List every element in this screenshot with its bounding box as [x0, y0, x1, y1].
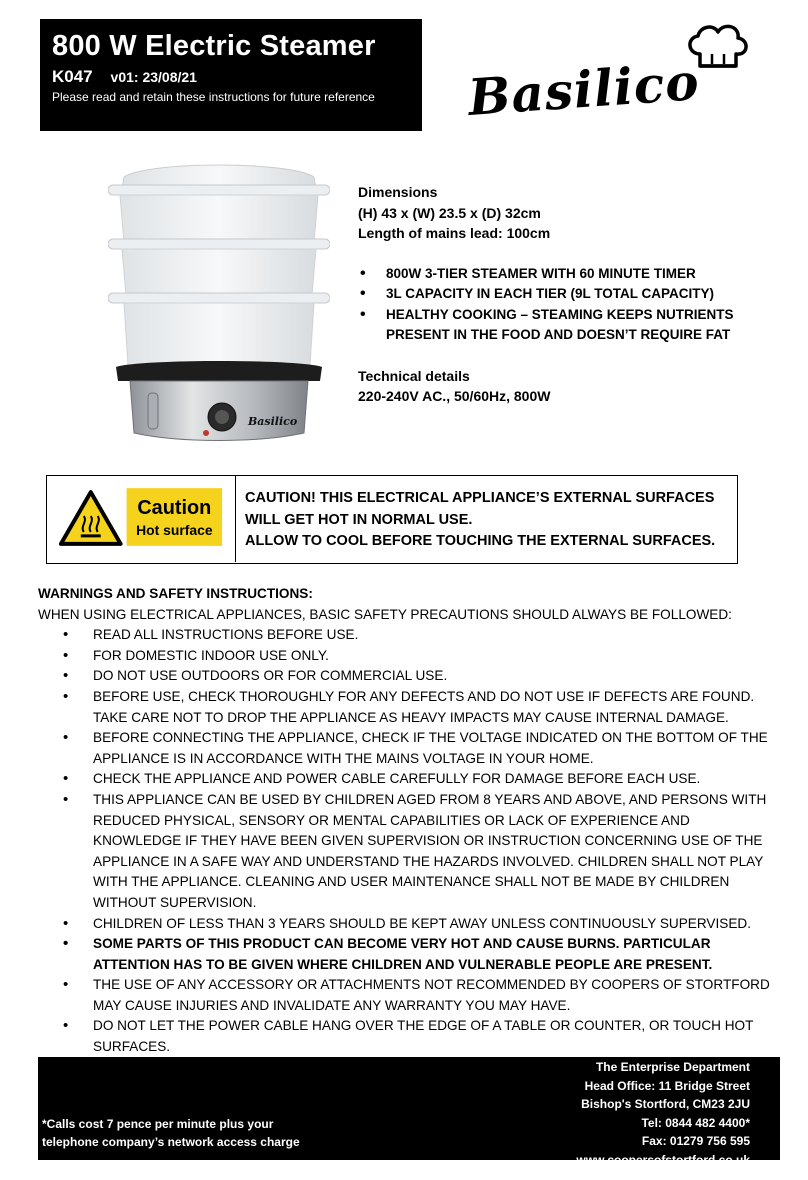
- fax: Fax: 01279 756 595: [641, 1134, 750, 1148]
- technical-value: 220-240V AC., 50/60Hz, 800W: [358, 388, 551, 404]
- technical-label: Technical details: [358, 367, 470, 384]
- hot-surface-warning-icon: [61, 492, 121, 544]
- website: www.coopersofstortford.co.uk: [576, 1152, 750, 1167]
- model-line: [52, 67, 410, 87]
- brand-name: Basilico: [466, 51, 702, 128]
- header-title-box: [40, 19, 422, 131]
- head-office: Head Office: 11 Bridge Street: [584, 1078, 750, 1093]
- company-address: [576, 1058, 750, 1169]
- caution-sign-title: Caution: [137, 497, 212, 520]
- call-cost-note-line-2: telephone company’s network access charge: [42, 1135, 300, 1149]
- product-brand-mark: Basilico: [248, 415, 298, 428]
- call-cost-note: [42, 1115, 322, 1151]
- warning-item-emphasis: • SOME PARTS OF THIS PRODUCT CAN BECOME VERY HOT AND CAUSE BURNS. PARTICULAR ATTENTION HAS TO BE GIVEN WHERE CHILDREN AND VULNERABLE PEOPLE ARE PRESENT.: [38, 934, 778, 975]
- mains-lead: Length of mains lead: 100cm: [358, 225, 551, 241]
- model-code: K047: [52, 67, 93, 86]
- warning-item: • BEFORE CONNECTING THE APPLIANCE, CHECK IF THE VOLTAGE INDICATED ON THE BOTTOM OF THE APPLIANCE IS IN ACCORDANCE WITH THE MAINS VOLTAGE IN YOUR HOME.: [38, 728, 778, 769]
- caution-line-1: CAUTION! THIS ELECTRICAL APPLIANCE’S EXTERNAL SURFACES: [245, 490, 715, 506]
- call-cost-note-line-1: *Calls cost 7 pence per minute plus your: [42, 1117, 274, 1131]
- caution-sign-subtitle: Hot surface: [136, 521, 213, 538]
- warning-item: • BEFORE USE, CHECK THOROUGHLY FOR ANY DEFECTS AND DO NOT USE IF DEFECTS ARE FOUND. TAKE CARE NOT TO DROP THE APPLIANCE AS HEAVY IMPACTS MAY CAUSE INTERNAL DAMAGE.: [38, 687, 778, 728]
- warning-item: • THE USE OF ANY ACCESSORY OR ATTACHMENTS NOT RECOMMENDED BY COOPERS OF STORTFORD MAY CAUSE INJURIES AND INVALIDATE ANY WARRANTY YOU MAY HAVE.: [38, 975, 778, 1016]
- warning-item: • DO NOT LET THE POWER CABLE HANG OVER THE EDGE OF A TABLE OR COUNTER, OR TOUCH HOT SURFACES.: [38, 1016, 778, 1057]
- telephone: Tel: 0844 482 4400*: [641, 1115, 750, 1130]
- page-title: 800 W Electric Steamer: [52, 30, 376, 62]
- warning-item: • CHILDREN OF LESS THAN 3 YEARS SHOULD BE KEPT AWAY UNLESS CONTINUOUSLY SUPERVISED.: [38, 914, 778, 935]
- steamer-product-image: [108, 155, 330, 447]
- version: v01: 23/08/21: [110, 69, 197, 85]
- dimensions-value: (H) 43 x (W) 23.5 x (D) 32cm: [358, 204, 541, 221]
- warning-item: • THIS APPLIANCE CAN BE USED BY CHILDREN AGED FROM 8 YEARS AND ABOVE, AND PERSONS WITH REDUCED PHYSICAL, SENSORY OR MENTAL CAPABILITIES OR LACK OF EXPERIENCE AND KNOWLEDGE IF THEY HAVE BEEN GIVEN SUPERVISION OR INSTRUCTION CONCERNING USE OF THE APPLIANCE IN A SAFE WAY AND UNDERSTAND THE HAZARDS INVOLVED. CHILDREN SHALL NOT PLAY WITH THE APPLIANCE. CLEANING AND USER MAINTENANCE SHALL NOT BE MADE BY CHILDREN WITHOUT SUPERVISION.: [38, 790, 778, 914]
- warnings-list: [38, 625, 778, 1057]
- feature-item: • 800W 3-TIER STEAMER WITH 60 MINUTE TIMER: [358, 264, 778, 285]
- specifications: [358, 182, 778, 407]
- warnings-heading: WARNINGS AND SAFETY INSTRUCTIONS:: [38, 586, 313, 601]
- warning-item: • CHECK THE APPLIANCE AND POWER CABLE CAREFULLY FOR DAMAGE BEFORE EACH USE.: [38, 769, 778, 790]
- caution-line-3: ALLOW TO COOL BEFORE TOUCHING THE EXTERNAL SURFACES.: [245, 533, 716, 549]
- caution-hot-surface-sign: [47, 476, 236, 562]
- header-subtitle: Please read and retain these instructions for future reference: [52, 90, 375, 104]
- caution-box: [46, 475, 738, 564]
- warnings-section: [38, 584, 778, 1058]
- department: The Enterprise Department: [595, 1060, 750, 1074]
- warning-item: • DO NOT USE OUTDOORS OR FOR COMMERCIAL USE.: [38, 666, 778, 687]
- caution-message: [245, 488, 735, 553]
- feature-list: [358, 264, 778, 346]
- warning-item: • READ ALL INSTRUCTIONS BEFORE USE.: [38, 625, 778, 646]
- feature-item: • 3L CAPACITY IN EACH TIER (9L TOTAL CAPACITY): [358, 284, 778, 305]
- dimensions-label: Dimensions: [358, 184, 438, 200]
- brand-logo: [462, 22, 770, 134]
- caution-line-2: WILL GET HOT IN NORMAL USE.: [245, 511, 473, 528]
- feature-item: • HEALTHY COOKING – STEAMING KEEPS NUTRIENTS PRESENT IN THE FOOD AND DOESN’T REQUIRE FAT: [358, 305, 778, 346]
- warning-item: • FOR DOMESTIC INDOOR USE ONLY.: [38, 646, 778, 667]
- footer: [38, 1057, 780, 1167]
- warnings-intro: WHEN USING ELECTRICAL APPLIANCES, BASIC SAFETY PRECAUTIONS SHOULD ALWAYS BE FOLLOWED:: [38, 606, 732, 622]
- town: Bishop's Stortford, CM23 2JU: [581, 1097, 750, 1111]
